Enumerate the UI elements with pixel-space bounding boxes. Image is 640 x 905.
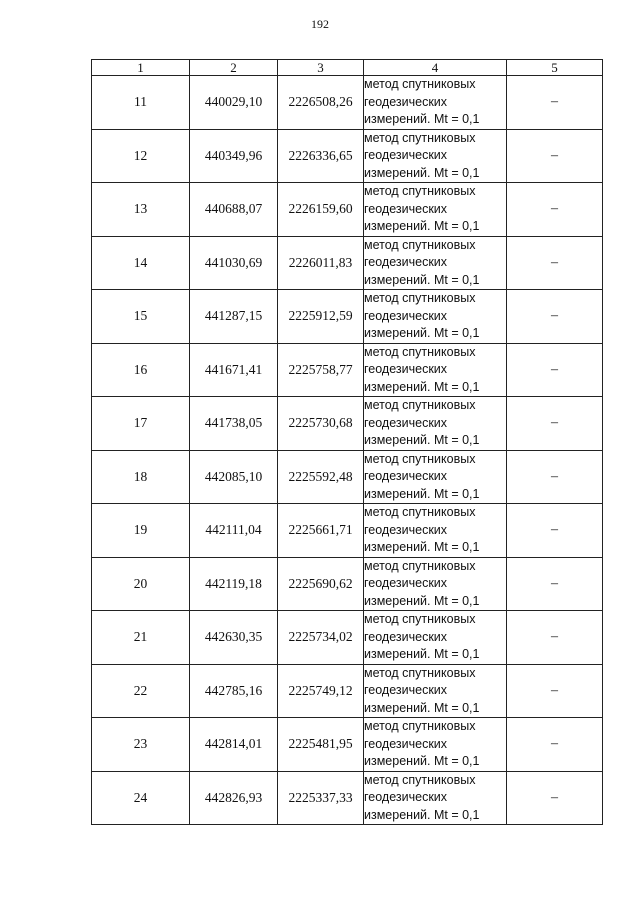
table-row (92, 290, 603, 344)
method-line-1: метод спутниковых (364, 505, 476, 519)
point-number-cell: 24 (92, 771, 190, 825)
method-line-2: геодезических (364, 629, 448, 644)
method-cell (364, 343, 507, 397)
point-number-cell: 11 (92, 76, 190, 130)
x-coordinate-cell: 442785,16 (190, 664, 278, 718)
method-line-3: измерений. Mt = 0,1 (364, 112, 480, 126)
y-coordinate-cell: 2226159,60 (278, 183, 364, 237)
table-body (92, 76, 603, 825)
x-coordinate-cell: 442085,10 (190, 450, 278, 504)
method-line-2: геодезических (364, 148, 448, 162)
column-5-cell: – (507, 718, 603, 772)
method-line-3: измерений. Mt = 0,1 (364, 754, 480, 768)
table-row (92, 771, 603, 825)
method-line-2: геодезических (364, 94, 448, 109)
method-line-3: измерений. Mt = 0,1 (364, 486, 480, 501)
y-coordinate-cell: 2225592,48 (278, 450, 364, 504)
y-coordinate-cell: 2225912,59 (278, 290, 364, 344)
column-header-3: 3 (278, 60, 364, 76)
table-row (92, 450, 603, 504)
method-line-2: геодезических (364, 201, 448, 216)
method-line-2: геодезических (364, 736, 448, 751)
method-line-3: измерений. Mt = 0,1 (364, 540, 480, 554)
table-row (92, 397, 603, 451)
method-cell (364, 611, 507, 665)
column-5-cell: – (507, 771, 603, 825)
column-5-cell: – (507, 183, 603, 237)
method-line-2: геодезических (364, 255, 448, 269)
column-header-2: 2 (190, 60, 278, 76)
method-line-3: измерений. Mt = 0,1 (364, 647, 480, 661)
point-number-cell: 19 (92, 504, 190, 558)
method-line-1: метод спутниковых (364, 77, 476, 91)
column-5-cell: – (507, 236, 603, 290)
method-cell (364, 664, 507, 718)
column-5-cell: – (507, 343, 603, 397)
table-row (92, 611, 603, 665)
x-coordinate-cell: 441287,15 (190, 290, 278, 344)
method-line-3: измерений. Mt = 0,1 (364, 326, 480, 340)
x-coordinate-cell: 442826,93 (190, 771, 278, 825)
point-number-cell: 18 (92, 450, 190, 504)
y-coordinate-cell: 2225481,95 (278, 718, 364, 772)
method-cell (364, 450, 507, 504)
y-coordinate-cell: 2225734,02 (278, 611, 364, 665)
table-row (92, 236, 603, 290)
table-header-row (92, 60, 603, 76)
point-number-cell: 17 (92, 397, 190, 451)
method-line-2: геодезических (364, 522, 448, 537)
column-header-1: 1 (92, 60, 190, 76)
table-row (92, 718, 603, 772)
method-line-2: геодезических (364, 415, 448, 430)
x-coordinate-cell: 442814,01 (190, 718, 278, 772)
method-line-1: метод спутниковых (364, 398, 476, 412)
table-row (92, 129, 603, 183)
method-cell (364, 290, 507, 344)
method-line-2: геодезических (364, 683, 448, 697)
x-coordinate-cell: 441671,41 (190, 343, 278, 397)
column-header-5: 5 (507, 60, 603, 76)
y-coordinate-cell: 2225758,77 (278, 343, 364, 397)
column-5-cell: – (507, 450, 603, 504)
coordinates-table (91, 59, 603, 825)
y-coordinate-cell: 2225337,33 (278, 771, 364, 825)
method-line-1: метод спутниковых (364, 291, 476, 305)
method-line-3: измерений. Mt = 0,1 (364, 807, 480, 822)
x-coordinate-cell: 440688,07 (190, 183, 278, 237)
method-line-1: метод спутниковых (364, 184, 476, 198)
x-coordinate-cell: 442630,35 (190, 611, 278, 665)
column-5-cell: – (507, 557, 603, 611)
method-line-3: измерений. Mt = 0,1 (364, 165, 480, 180)
method-line-1: метод спутниковых (364, 451, 476, 466)
method-cell (364, 76, 507, 130)
column-5-cell: – (507, 611, 603, 665)
method-cell (364, 397, 507, 451)
point-number-cell: 21 (92, 611, 190, 665)
y-coordinate-cell: 2226508,26 (278, 76, 364, 130)
method-cell (364, 771, 507, 825)
column-5-cell: – (507, 504, 603, 558)
method-cell (364, 718, 507, 772)
method-cell (364, 183, 507, 237)
method-line-1: метод спутниковых (364, 665, 476, 680)
method-line-1: метод спутниковых (364, 558, 476, 573)
column-5-cell: – (507, 397, 603, 451)
point-number-cell: 13 (92, 183, 190, 237)
table-row (92, 504, 603, 558)
y-coordinate-cell: 2226011,83 (278, 236, 364, 290)
method-line-1: метод спутниковых (364, 612, 476, 626)
x-coordinate-cell: 442119,18 (190, 557, 278, 611)
method-line-3: измерений. Mt = 0,1 (364, 433, 480, 447)
table-row (92, 557, 603, 611)
method-line-3: измерений. Mt = 0,1 (364, 700, 480, 715)
method-line-3: измерений. Mt = 0,1 (364, 593, 480, 608)
method-cell (364, 504, 507, 558)
method-line-2: геодезических (364, 362, 448, 376)
x-coordinate-cell: 442111,04 (190, 504, 278, 558)
method-line-1: метод спутниковых (364, 772, 476, 787)
y-coordinate-cell: 2225690,62 (278, 557, 364, 611)
method-line-1: метод спутниковых (364, 130, 476, 145)
method-line-1: метод спутниковых (364, 719, 476, 733)
column-header-4: 4 (364, 60, 507, 76)
method-line-2: геодезических (364, 308, 448, 323)
y-coordinate-cell: 2225749,12 (278, 664, 364, 718)
point-number-cell: 22 (92, 664, 190, 718)
method-cell (364, 236, 507, 290)
method-line-3: измерений. Mt = 0,1 (364, 219, 480, 233)
point-number-cell: 16 (92, 343, 190, 397)
method-line-1: метод спутниковых (364, 237, 476, 252)
point-number-cell: 20 (92, 557, 190, 611)
column-5-cell: – (507, 290, 603, 344)
point-number-cell: 12 (92, 129, 190, 183)
point-number-cell: 23 (92, 718, 190, 772)
column-5-cell: – (507, 129, 603, 183)
method-line-3: измерений. Mt = 0,1 (364, 379, 480, 394)
table-row (92, 183, 603, 237)
method-cell (364, 129, 507, 183)
table-row (92, 664, 603, 718)
method-cell (364, 557, 507, 611)
column-5-cell: – (507, 76, 603, 130)
method-line-3: измерений. Mt = 0,1 (364, 272, 480, 287)
method-line-2: геодезических (364, 469, 448, 483)
x-coordinate-cell: 441030,69 (190, 236, 278, 290)
point-number-cell: 14 (92, 236, 190, 290)
method-line-2: геодезических (364, 790, 448, 804)
column-5-cell: – (507, 664, 603, 718)
page-number: 192 (311, 17, 329, 31)
table-row (92, 76, 603, 130)
method-line-1: метод спутниковых (364, 344, 476, 359)
point-number-cell: 15 (92, 290, 190, 344)
method-line-2: геодезических (364, 576, 448, 590)
x-coordinate-cell: 441738,05 (190, 397, 278, 451)
x-coordinate-cell: 440349,96 (190, 129, 278, 183)
table-row (92, 343, 603, 397)
x-coordinate-cell: 440029,10 (190, 76, 278, 130)
y-coordinate-cell: 2225661,71 (278, 504, 364, 558)
y-coordinate-cell: 2225730,68 (278, 397, 364, 451)
y-coordinate-cell: 2226336,65 (278, 129, 364, 183)
